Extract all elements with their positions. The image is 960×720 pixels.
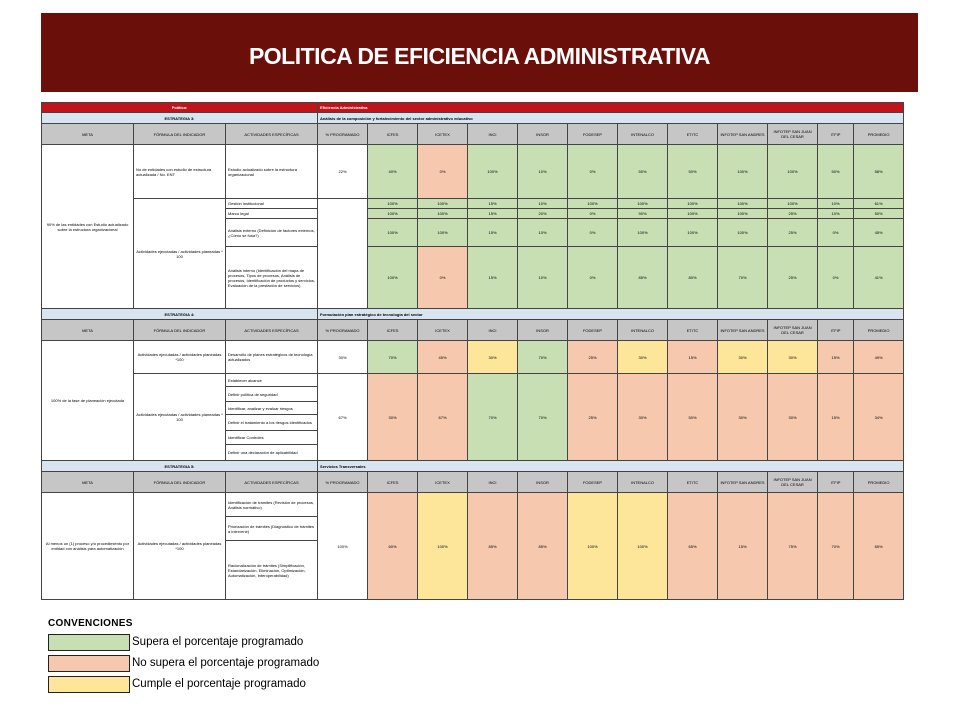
- header-cell: META: [42, 124, 134, 145]
- header-cell: INSOR: [518, 472, 568, 493]
- value-cell: 100%: [718, 145, 768, 199]
- value-cell: 45%: [418, 341, 468, 374]
- value-cell: 100%: [368, 247, 418, 309]
- value-cell: 0%: [568, 145, 618, 199]
- activity-cell: Priorización de trámites (Diagnóstico de trámites a intervenir): [226, 517, 318, 541]
- header-cell: META: [42, 472, 134, 493]
- value-cell: 20%: [518, 209, 568, 219]
- value-cell: 15%: [468, 247, 518, 309]
- header-cell: ICFES: [368, 124, 418, 145]
- value-cell: 50%: [818, 145, 854, 199]
- value-cell: 0%: [568, 219, 618, 247]
- header-cell: FÓRMULA DEL INDICADOR: [134, 472, 226, 493]
- value-cell: 80%: [668, 247, 718, 309]
- value-cell: 100%: [618, 199, 668, 209]
- legend-title: CONVENCIONES: [48, 618, 133, 629]
- programmed-cell: 67%: [318, 374, 368, 461]
- value-cell: 10%: [518, 199, 568, 209]
- programmed-cell: 100%: [318, 493, 368, 600]
- activity-cell: Marco legal: [226, 209, 318, 219]
- formula-cell: Actividades ejecutadas / actividades planeadas * 100: [134, 199, 226, 309]
- value-cell: 100%: [468, 145, 518, 199]
- value-cell: 70%: [518, 341, 568, 374]
- legend-swatch-no-supera: [48, 655, 130, 672]
- meta-cell: 100% de la fase de planeación ejecutada: [42, 341, 134, 461]
- header-cell: ICETEX: [418, 124, 468, 145]
- header-cell: INFOTEP SAN JUAN DEL CESAR: [768, 320, 818, 341]
- value-cell: 30%: [718, 374, 768, 461]
- header-cell: FODESEP: [568, 320, 618, 341]
- value-cell: 100%: [368, 219, 418, 247]
- legend-label: Supera el porcentaje programado: [132, 636, 304, 648]
- value-cell: 30%: [718, 341, 768, 374]
- activity-cell: Establecer alcance: [226, 374, 318, 387]
- header-cell: FODESEP: [568, 124, 618, 145]
- activity-cell: Definir una declaración de aplicabilidad: [226, 445, 318, 461]
- value-cell: 10%: [518, 219, 568, 247]
- value-cell: 0%: [418, 247, 468, 309]
- value-cell: 100%: [768, 145, 818, 199]
- value-cell: 0%: [418, 145, 468, 199]
- value-cell: 67%: [418, 374, 468, 461]
- value-cell: 60%: [368, 493, 418, 600]
- header-cell: ITFIP: [818, 320, 854, 341]
- value-cell: 85%: [518, 493, 568, 600]
- header-cell: PROMEDIO: [854, 124, 904, 145]
- value-cell: 65%: [854, 493, 904, 600]
- formula-cell: Actividades ejecutadas / actividades planeadas *100: [134, 341, 226, 374]
- table-row: [42, 199, 904, 209]
- value-cell: 15%: [468, 209, 518, 219]
- value-cell: 100%: [718, 219, 768, 247]
- header-row: [42, 320, 904, 341]
- value-cell: 85%: [468, 493, 518, 600]
- strategy-name: Análisis de la composición y fortalecimiento del sector administrativo educativo: [318, 113, 904, 124]
- value-cell: 100%: [718, 209, 768, 219]
- header-cell: ACTIVIDADES ESPECÍFICAS: [226, 124, 318, 145]
- value-cell: 41%: [854, 247, 904, 309]
- header-cell: ACTIVIDADES ESPECÍFICAS: [226, 472, 318, 493]
- activity-cell: Identificar Controles: [226, 431, 318, 445]
- table-row: [42, 493, 904, 517]
- politica-value: Eficiencia Administrativa: [318, 103, 904, 113]
- value-cell: 70%: [468, 374, 518, 461]
- value-cell: 100%: [418, 199, 468, 209]
- activity-cell: Gestión institucional: [226, 199, 318, 209]
- header-cell: ICFES: [368, 320, 418, 341]
- value-cell: 25%: [768, 209, 818, 219]
- value-cell: 45%: [854, 219, 904, 247]
- table-row: [42, 374, 904, 387]
- value-cell: 15%: [818, 374, 854, 461]
- value-cell: 50%: [668, 145, 718, 199]
- header-cell: ITFIP: [818, 472, 854, 493]
- value-cell: 15%: [468, 199, 518, 209]
- header-row: [42, 472, 904, 493]
- strategy-row: [42, 113, 904, 124]
- header-cell: INSOR: [518, 320, 568, 341]
- header-cell: % PROGRAMADO: [318, 124, 368, 145]
- legend: [48, 618, 320, 690]
- value-cell: 100%: [418, 493, 468, 600]
- value-cell: 100%: [568, 199, 618, 209]
- value-cell: 30%: [768, 374, 818, 461]
- value-cell: 0%: [568, 209, 618, 219]
- value-cell: 0%: [818, 219, 854, 247]
- header-cell: % PROGRAMADO: [318, 472, 368, 493]
- value-cell: 30%: [468, 341, 518, 374]
- value-cell: 15%: [818, 341, 854, 374]
- legend-item: [48, 634, 348, 651]
- value-cell: 100%: [668, 199, 718, 209]
- value-cell: 70%: [718, 247, 768, 309]
- politica-row: [42, 103, 904, 113]
- formula-cell: Actividades ejecutadas / actividades planeadas * 100: [134, 374, 226, 461]
- value-cell: 100%: [618, 219, 668, 247]
- value-cell: 25%: [568, 374, 618, 461]
- strategy-row: [42, 461, 904, 472]
- strategy-label: ESTRATEGIA 5:: [42, 461, 318, 472]
- value-cell: 15%: [668, 341, 718, 374]
- value-cell: 50%: [668, 374, 718, 461]
- title-banner: [41, 13, 918, 92]
- header-row: [42, 124, 904, 145]
- strategy-label: ESTRATEGIA 3:: [42, 113, 318, 124]
- activity-cell: Definir el tratamiento a los riesgos identificados: [226, 415, 318, 431]
- header-cell: ETITC: [668, 124, 718, 145]
- activity-cell: Análisis externo (Definición de factores externos, ¿Cómo se fusa?): [226, 219, 318, 247]
- header-cell: INFOTEP SAN JUAN DEL CESAR: [768, 124, 818, 145]
- programmed-cell: 22%: [318, 145, 368, 199]
- header-cell: INTENALCO: [618, 472, 668, 493]
- value-cell: 15%: [718, 493, 768, 600]
- value-cell: 30%: [768, 341, 818, 374]
- header-cell: META: [42, 320, 134, 341]
- table-row: [42, 145, 904, 199]
- value-cell: 10%: [518, 145, 568, 199]
- legend-label: No supera el porcentaje programado: [132, 657, 320, 669]
- value-cell: 90%: [618, 209, 668, 219]
- value-cell: 50%: [618, 145, 668, 199]
- value-cell: 61%: [854, 199, 904, 209]
- value-cell: 70%: [518, 374, 568, 461]
- table-row: [42, 341, 904, 374]
- value-cell: 30%: [618, 374, 668, 461]
- header-cell: ACTIVIDADES ESPECÍFICAS: [226, 320, 318, 341]
- value-cell: 40%: [368, 145, 418, 199]
- value-cell: 70%: [818, 493, 854, 600]
- value-cell: 100%: [418, 219, 468, 247]
- header-cell: ETITC: [668, 320, 718, 341]
- header-cell: FODESEP: [568, 472, 618, 493]
- header-cell: INFOTEP SAN ANDRES: [718, 320, 768, 341]
- legend-label: Cumple el porcentaje programado: [132, 678, 306, 690]
- value-cell: 34%: [854, 374, 904, 461]
- value-cell: 49%: [854, 341, 904, 374]
- value-cell: 0%: [568, 247, 618, 309]
- header-cell: ICETEX: [418, 472, 468, 493]
- activity-cell: Análisis interno (Identificación del mapa de procesos, Tipos de procesos, Análisis de procesos, Identificación de productos y servicios, Evaluación de la prestación de servicios): [226, 247, 318, 309]
- value-cell: 50%: [854, 209, 904, 219]
- activity-cell: Definir política de seguridad: [226, 387, 318, 402]
- header-cell: INSOR: [518, 124, 568, 145]
- header-cell: INCI: [468, 124, 518, 145]
- value-cell: 10%: [818, 209, 854, 219]
- value-cell: 100%: [668, 209, 718, 219]
- programmed-cell: 30%: [318, 341, 368, 374]
- formula-cell: Actividades ejecutadas / actividades planeadas *100: [134, 493, 226, 600]
- value-cell: 58%: [854, 145, 904, 199]
- legend-item: [48, 655, 348, 672]
- programmed-cell: [318, 199, 368, 309]
- header-cell: FÓRMULA DEL INDICADOR: [134, 320, 226, 341]
- activity-cell: Racionalización de trámites (Simplificación, Estandarización, Eliminación, Optimización, Automatización, Interoperabilidad): [226, 541, 318, 600]
- strategy-label: ESTRATEGIA 4:: [42, 309, 318, 320]
- value-cell: 30%: [368, 374, 418, 461]
- value-cell: 25%: [568, 341, 618, 374]
- value-cell: 25%: [768, 219, 818, 247]
- value-cell: 100%: [368, 209, 418, 219]
- activity-cell: Estudio actualizado sobre la estructura organizacional: [226, 145, 318, 199]
- header-cell: INCI: [468, 320, 518, 341]
- strategy-name: Formulación plan estratégico de tecnología del sector: [318, 309, 904, 320]
- header-cell: ICFES: [368, 472, 418, 493]
- header-cell: INFOTEP SAN ANDRES: [718, 124, 768, 145]
- value-cell: 100%: [718, 199, 768, 209]
- value-cell: 15%: [468, 219, 518, 247]
- strategy-name: Servicios Transversales: [318, 461, 904, 472]
- value-cell: 100%: [618, 493, 668, 600]
- legend-item: [48, 676, 348, 693]
- page-title: POLITICA DE EFICIENCIA ADMINISTRATIVA: [248, 43, 711, 69]
- value-cell: 100%: [668, 219, 718, 247]
- value-cell: 100%: [418, 209, 468, 219]
- meta-cell: Al menos un (1) proceso y/o procedimiento por entidad con análisis para automatización: [42, 493, 134, 600]
- header-cell: % PROGRAMADO: [318, 320, 368, 341]
- activity-cell: Desarrollo de planes estratégicos de tecnología actualizados: [226, 341, 318, 374]
- value-cell: 100%: [768, 199, 818, 209]
- header-cell: INCI: [468, 472, 518, 493]
- header-cell: INTENALCO: [618, 320, 668, 341]
- formula-cell: No de entidades con estudio de estructura actualizada / No. ENT: [134, 145, 226, 199]
- value-cell: 30%: [618, 341, 668, 374]
- value-cell: 0%: [818, 247, 854, 309]
- meta-cell: 90% de las entidades con Estudio actualizado sobre la estructura organizacional: [42, 145, 134, 309]
- header-cell: INFOTEP SAN JUAN DEL CESAR: [768, 472, 818, 493]
- value-cell: 70%: [368, 341, 418, 374]
- value-cell: 10%: [518, 247, 568, 309]
- legend-swatch-cumple: [48, 676, 130, 693]
- header-cell: INTENALCO: [618, 124, 668, 145]
- value-cell: 100%: [368, 199, 418, 209]
- header-cell: ETITC: [668, 472, 718, 493]
- strategy-row: [42, 309, 904, 320]
- header-cell: ITFIP: [818, 124, 854, 145]
- activity-cell: Identificar, analizar y evaluar riesgos: [226, 402, 318, 415]
- value-cell: 85%: [618, 247, 668, 309]
- value-cell: 100%: [568, 493, 618, 600]
- header-cell: PROMEDIO: [854, 472, 904, 493]
- header-cell: FÓRMULA DEL INDICADOR: [134, 124, 226, 145]
- value-cell: 65%: [668, 493, 718, 600]
- legend-swatch-supera: [48, 634, 130, 651]
- header-cell: PROMEDIO: [854, 320, 904, 341]
- activity-cell: Identificación de trámites (Revisión de procesos, Análisis normativo): [226, 493, 318, 517]
- value-cell: 10%: [818, 199, 854, 209]
- header-cell: ICETEX: [418, 320, 468, 341]
- value-cell: 75%: [768, 493, 818, 600]
- politica-label: Política:: [42, 103, 318, 113]
- value-cell: 25%: [768, 247, 818, 309]
- indicator-table: [41, 102, 904, 600]
- header-cell: INFOTEP SAN ANDRES: [718, 472, 768, 493]
